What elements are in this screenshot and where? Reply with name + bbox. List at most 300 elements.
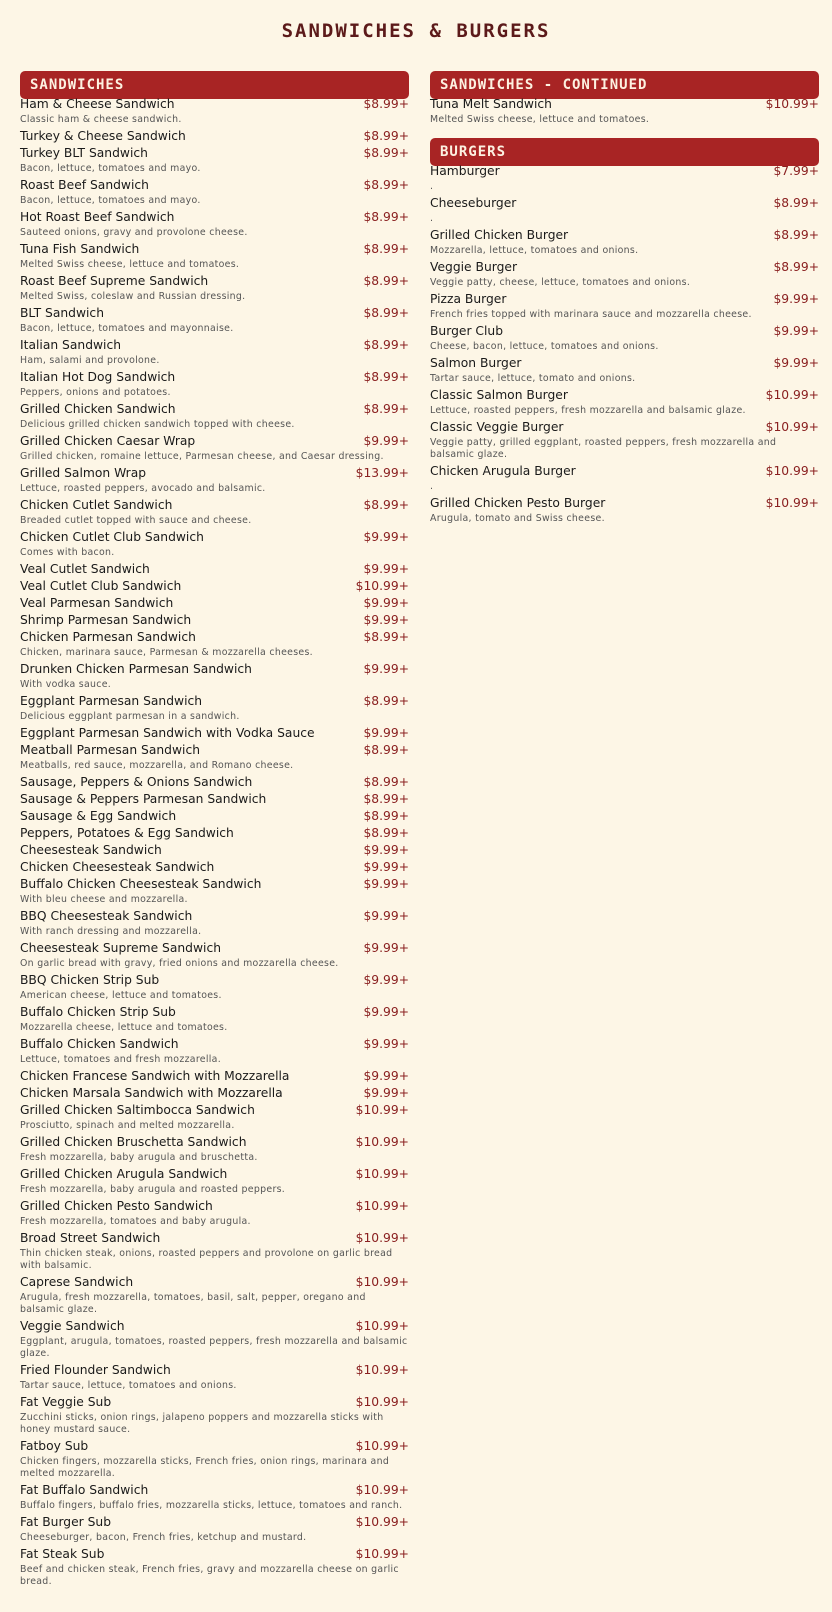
menu-item[interactable] [20,96,409,128]
menu-item-row [20,337,409,354]
menu-item[interactable] [430,163,819,195]
menu-item-row [20,1394,409,1411]
item-name: Fat Steak Sub [20,1547,105,1561]
section-header-sandwiches-continued: SANDWICHES - CONTINUED [430,71,819,99]
menu-item[interactable] [20,791,409,808]
menu-item-row [20,96,409,113]
menu-item[interactable] [20,908,409,940]
menu-item-row [20,1482,409,1499]
menu-item-row [20,1198,409,1215]
item-name: Hot Roast Beef Sandwich [20,210,175,224]
item-price: $10.99+ [355,579,409,593]
item-description: Beef and chicken steak, French fries, gravy and mozzarella cheese on garlic bread. [20,1564,399,1587]
menu-item-row [20,629,409,646]
menu-item[interactable] [430,387,819,419]
menu-item[interactable] [20,1482,409,1514]
menu-item-row [20,177,409,194]
item-description: Fresh mozzarella, baby arugula and bruschetta. [20,1152,258,1163]
item-description: Thin chicken steak, onions, roasted peppers and provolone on garlic bread with balsamic. [20,1248,393,1271]
menu-item-row [20,1102,409,1119]
item-price: $9.99+ [363,1069,409,1083]
menu-item-row [20,369,409,386]
menu-item-row [20,842,409,859]
item-price: $10.99+ [765,388,819,402]
item-price: $10.99+ [355,1199,409,1213]
menu-item[interactable] [20,497,409,529]
item-description: Breaded cutlet topped with sauce and cheese. [20,515,252,526]
item-price: $10.99+ [355,1547,409,1561]
item-price: $8.99+ [773,260,819,274]
item-price: $9.99+ [363,877,409,891]
item-price: $8.99+ [363,630,409,644]
item-price: $10.99+ [355,1275,409,1289]
menu-item[interactable] [20,128,409,145]
menu-item[interactable] [20,401,409,433]
item-name: Chicken Parmesan Sandwich [20,630,196,644]
item-name: Buffalo Chicken Strip Sub [20,1005,176,1019]
menu-item-row [20,145,409,162]
item-description: Arugula, fresh mozzarella, tomatoes, basil, salt, pepper, oregano and balsamic glaze. [20,1292,366,1315]
menu-item[interactable] [20,808,409,825]
item-price: $9.99+ [773,324,819,338]
item-name: Tuna Fish Sandwich [20,242,140,256]
menu-item[interactable] [20,1036,409,1068]
item-name: Sausage, Peppers & Onions Sandwich [20,775,253,789]
menu-item-row [20,1230,409,1247]
menu-item[interactable] [20,1134,409,1166]
menu-item-row [430,495,819,512]
menu-item[interactable] [20,1318,409,1362]
menu-item[interactable] [430,495,819,527]
menu-item[interactable] [20,1274,409,1318]
menu-item[interactable] [20,612,409,629]
item-price: $8.99+ [363,338,409,352]
item-description: American cheese, lettuce and tomatoes. [20,990,222,1001]
item-price: $10.99+ [355,1483,409,1497]
item-price: $9.99+ [363,1037,409,1051]
item-price: $8.99+ [363,274,409,288]
item-price: $8.99+ [363,242,409,256]
menu-item-row [20,940,409,957]
item-name: Veggie Sandwich [20,1319,125,1333]
menu-item-row [430,387,819,404]
item-price: $9.99+ [363,1005,409,1019]
menu-item[interactable] [20,369,409,401]
menu-item-row [20,1438,409,1455]
item-name: Veal Cutlet Sandwich [20,562,150,576]
item-name: Fried Flounder Sandwich [20,1363,171,1377]
item-price: $9.99+ [363,843,409,857]
menu-item[interactable] [20,578,409,595]
item-description: Buffalo fingers, buffalo fries, mozzarella sticks, lettuce, tomatoes and ranch. [20,1500,403,1511]
item-name: Eggplant Parmesan Sandwich with Vodka Sauce [20,726,315,740]
item-description: Tartar sauce, lettuce, tomatoes and onions. [20,1380,237,1391]
item-name: Caprese Sandwich [20,1275,134,1289]
menu-item[interactable] [20,465,409,497]
item-description: Lettuce, roasted peppers, avocado and balsamic. [20,483,266,494]
item-price: $13.99+ [355,466,409,480]
item-name: BBQ Cheesesteak Sandwich [20,909,193,923]
menu-item[interactable] [430,195,819,227]
menu-item-row [430,291,819,308]
item-name: Cheesesteak Supreme Sandwich [20,941,222,955]
item-price: $10.99+ [355,1363,409,1377]
menu-item-row [20,595,409,612]
item-name: Cheeseburger [430,196,517,210]
menu-item[interactable] [20,305,409,337]
item-name: Turkey & Cheese Sandwich [20,129,186,143]
item-description: With ranch dressing and mozzarella. [20,926,202,937]
menu-item[interactable] [20,177,409,209]
menu-item-row [20,1068,409,1085]
item-price: $9.99+ [363,562,409,576]
item-description: Fresh mozzarella, baby arugula and roasted peppers. [20,1184,286,1195]
menu-item[interactable] [20,1166,409,1198]
item-name: Italian Sandwich [20,338,122,352]
item-description: Mozzarella cheese, lettuce and tomatoes. [20,1022,228,1033]
menu-item-row [430,195,819,212]
item-description: Mozzarella, lettuce, tomatoes and onions. [430,245,639,256]
item-description: . [430,181,434,192]
menu-item[interactable] [20,825,409,842]
menu-item-row [20,128,409,145]
item-name: Chicken Arugula Burger [430,464,576,478]
item-name: Classic Salmon Burger [430,388,568,402]
item-name: Chicken Cutlet Sandwich [20,498,173,512]
menu-item[interactable] [20,1102,409,1134]
item-description: . [430,481,434,492]
item-price: $9.99+ [363,1086,409,1100]
menu-item[interactable] [20,561,409,578]
item-description: Tartar sauce, lettuce, tomato and onions. [430,373,636,384]
item-price: $8.99+ [363,306,409,320]
menu-item-row [20,578,409,595]
menu-item-row [20,774,409,791]
menu-item-row [430,227,819,244]
item-price: $9.99+ [363,434,409,448]
menu-item-list [20,96,409,1590]
item-name: Grilled Salmon Wrap [20,466,147,480]
menu-item-row [430,355,819,372]
item-description: Chicken, marinara sauce, Parmesan & mozzarella cheeses. [20,647,313,658]
item-name: Buffalo Chicken Sandwich [20,1037,179,1051]
item-name: Veggie Burger [430,260,518,274]
menu-item[interactable] [20,1514,409,1546]
page-title: SANDWICHES & BURGERS [281,20,551,42]
menu-item[interactable] [20,629,409,661]
item-description: Sauteed onions, gravy and provolone cheese. [20,227,248,238]
item-price: $7.99+ [773,164,819,178]
menu-item-row [20,1514,409,1531]
menu-item-row [430,419,819,436]
menu-item[interactable] [20,1004,409,1036]
menu-item-row [20,1134,409,1151]
item-description: Bacon, lettuce, tomatoes and mayonnaise. [20,323,234,334]
menu-item-row [20,1166,409,1183]
item-description: Ham, salami and provolone. [20,355,160,366]
item-name: Hamburger [430,164,500,178]
menu-item[interactable] [20,337,409,369]
item-name: Meatball Parmesan Sandwich [20,743,201,757]
item-price: $8.99+ [363,129,409,143]
menu-item-row [430,323,819,340]
menu-item-row [20,465,409,482]
item-price: $9.99+ [773,356,819,370]
section-header-burgers: BURGERS [430,138,819,166]
menu-item[interactable] [430,323,819,355]
menu-item-row [20,529,409,546]
item-description: With bleu cheese and mozzarella. [20,894,188,905]
menu-item[interactable] [430,291,819,323]
menu-item[interactable] [20,693,409,725]
menu-item[interactable] [20,661,409,693]
menu-item-row [20,561,409,578]
item-price: $10.99+ [765,464,819,478]
menu-item[interactable] [430,419,819,463]
menu-item[interactable] [20,595,409,612]
menu-item[interactable] [20,972,409,1004]
menu-item[interactable] [20,273,409,305]
item-price: $10.99+ [355,1167,409,1181]
item-name: Grilled Chicken Pesto Sandwich [20,1199,213,1213]
item-name: Grilled Chicken Arugula Sandwich [20,1167,228,1181]
item-description: On garlic bread with gravy, fried onions and mozzarella cheese. [20,958,339,969]
menu-item-row [20,859,409,876]
menu-item[interactable] [20,774,409,791]
menu-item-row [20,808,409,825]
menu-item-row [20,401,409,418]
menu-item-row [20,972,409,989]
item-description: Delicious grilled chicken sandwich topped with cheese. [20,419,295,430]
item-name: Roast Beef Supreme Sandwich [20,274,209,288]
item-description: Cheese, bacon, lettuce, tomatoes and onions. [430,341,659,352]
item-price: $9.99+ [363,941,409,955]
item-description: Peppers, onions and potatoes. [20,387,171,398]
item-description: Bacon, lettuce, tomatoes and mayo. [20,163,201,174]
item-name: Sausage & Egg Sandwich [20,809,177,823]
item-name: Roast Beef Sandwich [20,178,149,192]
item-price: $8.99+ [363,792,409,806]
item-price: $10.99+ [355,1395,409,1409]
menu-item[interactable] [430,96,819,128]
item-name: Grilled Chicken Saltimbocca Sandwich [20,1103,255,1117]
item-price: $8.99+ [363,498,409,512]
menu-item[interactable] [20,433,409,465]
item-description: Chicken fingers, mozzarella sticks, French fries, onion rings, marinara and melted mozzarella. [20,1456,390,1479]
section-header-sandwiches: SANDWICHES [20,71,409,99]
item-description: Melted Swiss, coleslaw and Russian dressing. [20,291,246,302]
menu-item-row [20,693,409,710]
item-name: BBQ Chicken Strip Sub [20,973,160,987]
item-name: Fat Veggie Sub [20,1395,112,1409]
menu-item[interactable] [20,1394,409,1438]
item-name: Broad Street Sandwich [20,1231,161,1245]
item-price: $9.99+ [363,860,409,874]
menu-item-row [20,305,409,322]
right-column [430,71,819,527]
menu-item-row [20,1318,409,1335]
menu-item-row [20,1546,409,1563]
item-name: Chicken Francese Sandwich with Mozzarella [20,1069,290,1083]
menu-item-row [20,1085,409,1102]
menu-item[interactable] [20,1438,409,1482]
item-description: With vodka sauce. [20,679,112,690]
item-name: Burger Club [430,324,504,338]
item-name: Chicken Cutlet Club Sandwich [20,530,204,544]
menu-item-row [20,742,409,759]
item-price: $10.99+ [355,1515,409,1529]
item-price: $8.99+ [773,228,819,242]
item-price: $8.99+ [363,146,409,160]
item-name: Chicken Cheesesteak Sandwich [20,860,215,874]
item-price: $10.99+ [355,1103,409,1117]
menu-item-row [430,259,819,276]
item-price: $10.99+ [765,496,819,510]
item-price: $9.99+ [773,292,819,306]
item-name: Chicken Marsala Sandwich with Mozzarella [20,1086,283,1100]
menu-item-row [20,1004,409,1021]
menu-item-row [20,791,409,808]
item-price: $10.99+ [765,420,819,434]
item-price: $8.99+ [363,694,409,708]
menu-item[interactable] [20,241,409,273]
item-name: Fat Buffalo Sandwich [20,1483,149,1497]
item-name: Grilled Chicken Burger [430,228,569,242]
menu-item-row [20,661,409,678]
item-description: Comes with bacon. [20,547,115,558]
item-price: $8.99+ [363,809,409,823]
item-name: Sausage & Peppers Parmesan Sandwich [20,792,267,806]
menu-item[interactable] [20,940,409,972]
item-price: $9.99+ [363,596,409,610]
item-price: $10.99+ [355,1135,409,1149]
item-name: Eggplant Parmesan Sandwich [20,694,203,708]
menu-item-row [20,1362,409,1379]
item-name: Grilled Chicken Bruschetta Sandwich [20,1135,247,1149]
menu-item[interactable] [20,529,409,561]
left-column [20,71,409,1590]
item-description: Cheeseburger, bacon, French fries, ketchup and mustard. [20,1532,307,1543]
menu-item[interactable] [20,1198,409,1230]
item-name: Fatboy Sub [20,1439,89,1453]
item-description: Veggie patty, cheese, lettuce, tomatoes and onions. [430,277,691,288]
item-description: Eggplant, arugula, tomatoes, roasted peppers, fresh mozzarella and balsamic glaze. [20,1336,408,1359]
menu-item-row [20,433,409,450]
item-price: $8.99+ [363,97,409,111]
menu-item-row [430,163,819,180]
menu-item-list [430,163,819,527]
item-name: Ham & Cheese Sandwich [20,97,175,111]
item-name: Classic Veggie Burger [430,420,564,434]
menu-item-row [20,908,409,925]
item-price: $8.99+ [363,178,409,192]
item-name: Italian Hot Dog Sandwich [20,370,176,384]
menu-item-row [430,463,819,480]
menu-item[interactable] [20,209,409,241]
item-name: Turkey BLT Sandwich [20,146,148,160]
item-name: Veal Parmesan Sandwich [20,596,174,610]
menu-item[interactable] [20,876,409,908]
menu-item[interactable] [20,1085,409,1102]
item-name: Fat Burger Sub [20,1515,112,1529]
menu-item-row [20,612,409,629]
menu-item-row [20,825,409,842]
item-price: $10.99+ [355,1439,409,1453]
menu-item-row [20,1036,409,1053]
item-description: Meatballs, red sauce, mozzarella, and Romano cheese. [20,760,294,771]
item-name: Cheesesteak Sandwich [20,843,162,857]
item-price: $8.99+ [363,210,409,224]
item-price: $10.99+ [765,97,819,111]
item-name: Salmon Burger [430,356,522,370]
menu-item[interactable] [430,227,819,259]
item-price: $9.99+ [363,909,409,923]
item-price: $9.99+ [363,613,409,627]
item-description: Veggie patty, grilled eggplant, roasted peppers, fresh mozzarella and balsamic glaze. [430,437,777,460]
item-price: $8.99+ [363,826,409,840]
item-description: Prosciutto, spinach and melted mozzarella. [20,1120,235,1131]
menu-item[interactable] [20,725,409,742]
item-description: Lettuce, tomatoes and fresh mozzarella. [20,1054,221,1065]
item-name: Tuna Melt Sandwich [430,97,552,111]
menu-item[interactable] [20,859,409,876]
menu-item[interactable] [430,355,819,387]
item-price: $10.99+ [355,1231,409,1245]
item-description: French fries topped with marinara sauce and mozzarella cheese. [430,309,752,320]
item-name: Peppers, Potatoes & Egg Sandwich [20,826,234,840]
item-price: $9.99+ [363,662,409,676]
menu-item[interactable] [20,145,409,177]
menu-item[interactable] [20,742,409,774]
menu-item[interactable] [20,842,409,859]
item-name: Grilled Chicken Pesto Burger [430,496,606,510]
menu-item[interactable] [20,1546,409,1590]
menu-item-row [20,725,409,742]
menu-item-row [20,497,409,514]
menu-item[interactable] [430,463,819,495]
menu-item-row [20,209,409,226]
menu-item[interactable] [20,1362,409,1394]
item-name: Buffalo Chicken Cheesesteak Sandwich [20,877,262,891]
item-name: Shrimp Parmesan Sandwich [20,613,192,627]
menu-item[interactable] [430,259,819,291]
item-description: . [430,213,434,224]
item-name: BLT Sandwich [20,306,104,320]
menu-item[interactable] [20,1230,409,1274]
item-price: $8.99+ [363,775,409,789]
item-price: $8.99+ [363,743,409,757]
item-price: $10.99+ [355,1319,409,1333]
menu-item-row [20,273,409,290]
menu-item-row [20,1274,409,1291]
menu-item[interactable] [20,1068,409,1085]
item-description: Zucchini sticks, onion rings, jalapeno poppers and mozzarella sticks with honey mustard sauce. [20,1412,384,1435]
item-name: Pizza Burger [430,292,507,306]
item-name: Drunken Chicken Parmesan Sandwich [20,662,252,676]
item-description: Fresh mozzarella, tomatoes and baby arugula. [20,1216,251,1227]
item-name: Grilled Chicken Caesar Wrap [20,434,196,448]
item-name: Veal Cutlet Club Sandwich [20,579,182,593]
menu-item-row [20,241,409,258]
item-price: $8.99+ [363,402,409,416]
item-description: Melted Swiss cheese, lettuce and tomatoes. [20,259,240,270]
item-description: Bacon, lettuce, tomatoes and mayo. [20,195,201,206]
item-description: Grilled chicken, romaine lettuce, Parmesan cheese, and Caesar dressing. [20,451,384,462]
item-price: $9.99+ [363,530,409,544]
menu-item-row [20,876,409,893]
item-description: Classic ham & cheese sandwich. [20,114,182,125]
item-price: $9.99+ [363,726,409,740]
